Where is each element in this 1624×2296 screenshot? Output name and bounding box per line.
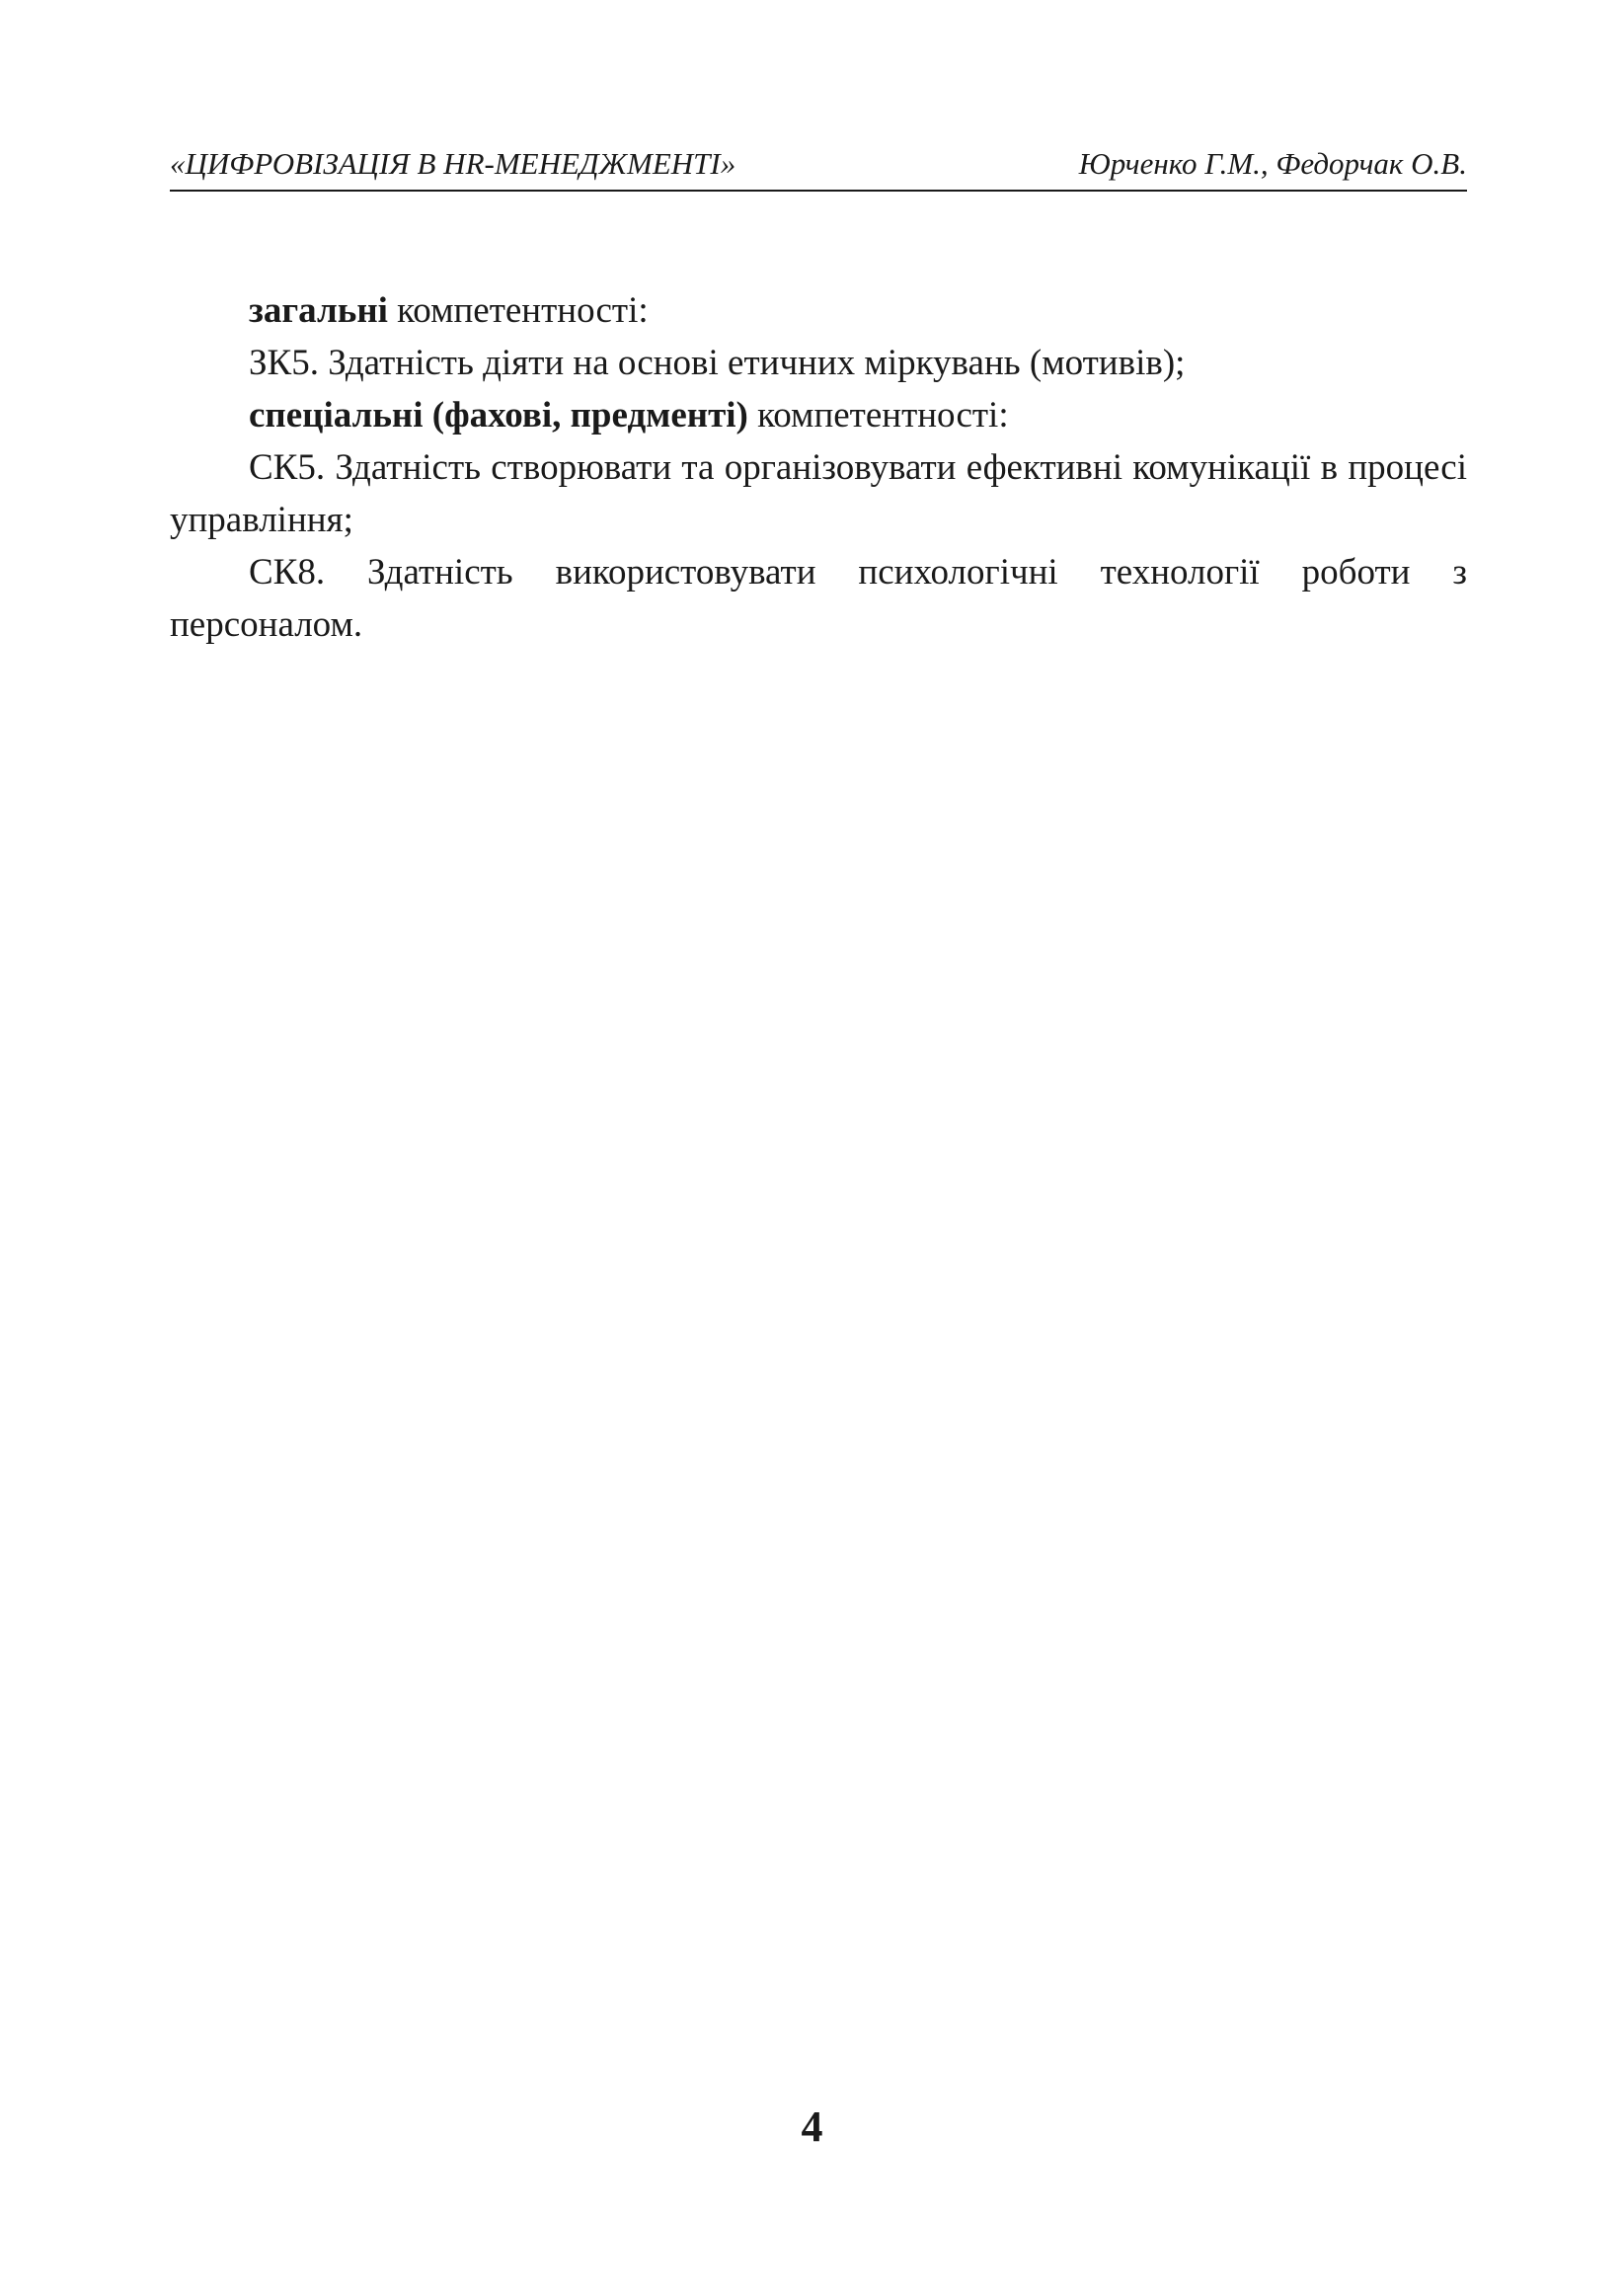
- competence-sk8: СК8. Здатність використовувати психологічні технології роботи з персоналом.: [170, 552, 1467, 645]
- page-body: [170, 284, 1467, 651]
- special-label-bold: спеціальні (фахові, предменті): [249, 395, 748, 435]
- general-label-rest: компетентності:: [387, 290, 649, 331]
- special-label-rest: компетентності:: [747, 395, 1009, 435]
- running-header: [170, 148, 1467, 192]
- general-label-bold: загальні: [249, 290, 388, 331]
- special-competences-heading: [170, 389, 1467, 441]
- competence-zk5: ЗК5. Здатність діяти на основі етичних міркувань (мотивів);: [249, 343, 1186, 383]
- header-book-title: «ЦИФРОВІЗАЦІЯ В HR-МЕНЕДЖМЕНТІ»: [170, 146, 736, 181]
- page-number: 4: [801, 2102, 823, 2151]
- general-competences-heading: [170, 284, 1467, 337]
- header-authors: Юрченко Г.М., Федорчак О.В.: [1078, 146, 1467, 181]
- competence-sk5: СК5. Здатність створювати та організовувати ефективні комунікації в процесі управління;: [170, 447, 1467, 540]
